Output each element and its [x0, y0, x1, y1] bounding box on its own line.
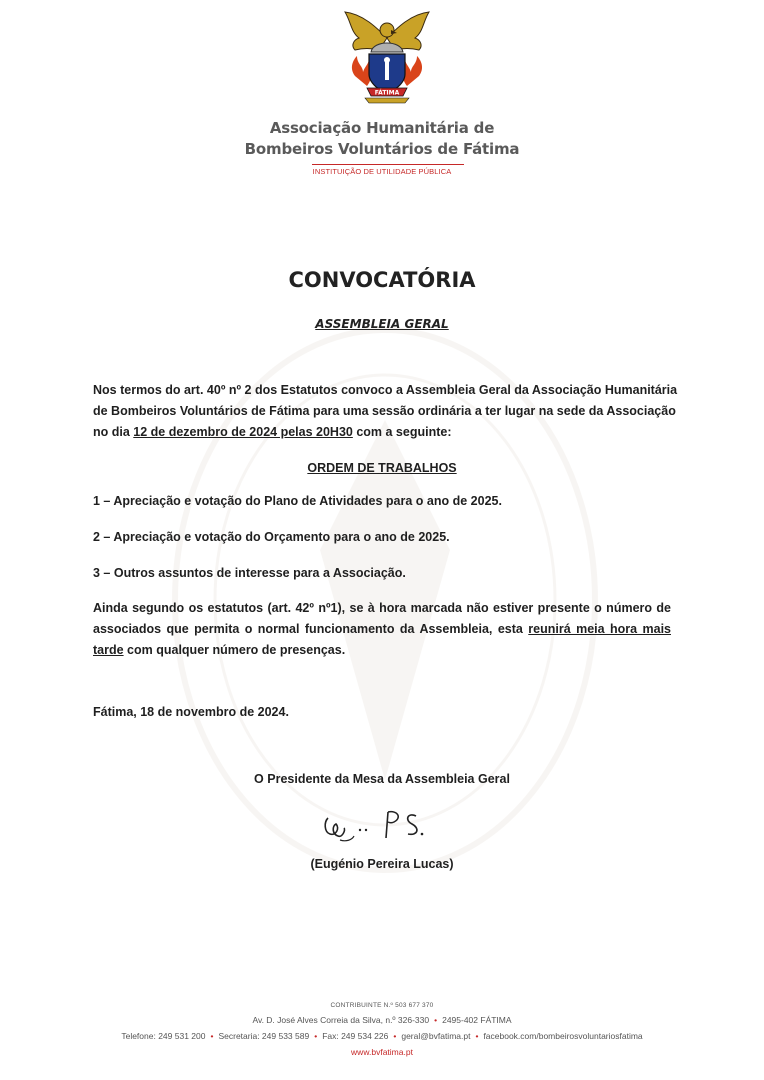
agenda-item-1: 1 – Apreciação e votação do Plano de Atividades para o ano de 2025. — [93, 494, 502, 508]
separator-dot: • — [393, 1031, 397, 1041]
org-name-line-2: Bombeiros Voluntários de Fátima — [244, 140, 520, 158]
closing-underlined-b: tarde — [93, 643, 124, 657]
agenda-title: ORDEM DE TRABALHOS — [307, 461, 457, 475]
footer-street: Av. D. José Alves Correia da Silva, n.º 326-330 — [252, 1015, 430, 1025]
closing-line-2 — [93, 619, 671, 640]
fire-brigade-logo — [341, 8, 433, 104]
document-date: Fátima, 18 de novembro de 2024. — [93, 705, 289, 719]
separator-dot: • — [434, 1015, 438, 1025]
intro-line-3-post: com a seguinte: — [352, 425, 452, 439]
separator-dot: • — [314, 1031, 318, 1041]
footer-contacts — [0, 1031, 764, 1041]
separator-dot: • — [210, 1031, 214, 1041]
closing-paragraph — [93, 598, 671, 661]
agenda-item-3: 3 – Outros assuntos de interesse para a Associação. — [93, 566, 406, 580]
intro-paragraph — [93, 380, 678, 443]
organization-name — [0, 118, 764, 160]
handwritten-signature — [318, 800, 448, 850]
closing-line-3 — [93, 640, 671, 661]
signer-name: (Eugénio Pereira Lucas) — [310, 857, 454, 871]
document-subtitle: ASSEMBLEIA GERAL — [315, 317, 449, 331]
org-divider — [312, 164, 464, 165]
agenda-item-2: 2 – Apreciação e votação do Orçamento para o ano de 2025. — [93, 530, 450, 544]
intro-line-3 — [93, 422, 671, 443]
president-title: O Presidente da Mesa da Assembleia Geral — [254, 772, 510, 786]
footer-phone: Telefone: 249 531 200 — [121, 1031, 206, 1041]
separator-dot: • — [475, 1031, 479, 1041]
logo-banner-text: FÁTIMA — [374, 89, 400, 97]
footer-website[interactable]: www.bvfatima.pt — [351, 1047, 413, 1057]
org-tagline: INSTITUIÇÃO DE UTILIDADE PÚBLICA — [312, 167, 452, 176]
closing-line-3-post: com qualquer número de presenças. — [123, 643, 346, 657]
intro-line-2: de Bombeiros Voluntários de Fátima para uma sessão ordinária a ter lugar na sede da Associação — [93, 404, 676, 418]
intro-line-1: Nos termos do art. 40º nº 2 dos Estatutos convoco a Assembleia Geral da Associação Humanitária — [93, 383, 678, 397]
org-name-line-1: Associação Humanitária de — [269, 119, 495, 137]
footer-address — [0, 1015, 764, 1025]
footer-email[interactable]: geral@bvfatima.pt — [401, 1031, 471, 1041]
intro-line-3-pre: no dia — [93, 425, 134, 439]
closing-underlined-a: reunirá meia hora mais — [528, 622, 671, 636]
footer-nif: CONTRIBUINTE N.º 503 677 370 — [330, 1002, 434, 1009]
document-title: CONVOCATÓRIA — [288, 268, 476, 292]
footer-postal: 2495-402 FÁTIMA — [442, 1015, 512, 1025]
footer-fax: Fax: 249 534 226 — [322, 1031, 389, 1041]
footer-facebook[interactable]: facebook.com/bombeirosvoluntariosfatima — [483, 1031, 643, 1041]
footer-secretariat: Secretaria: 249 533 589 — [218, 1031, 310, 1041]
closing-line-1: Ainda segundo os estatutos (art. 42º nº1), se à hora marcada não estiver presente o número de — [93, 601, 671, 615]
meeting-date-time: 12 de dezembro de 2024 pelas 20H30 — [133, 425, 353, 439]
closing-line-2-pre: associados que permita o normal funcionamento da Assembleia, esta — [93, 622, 529, 636]
